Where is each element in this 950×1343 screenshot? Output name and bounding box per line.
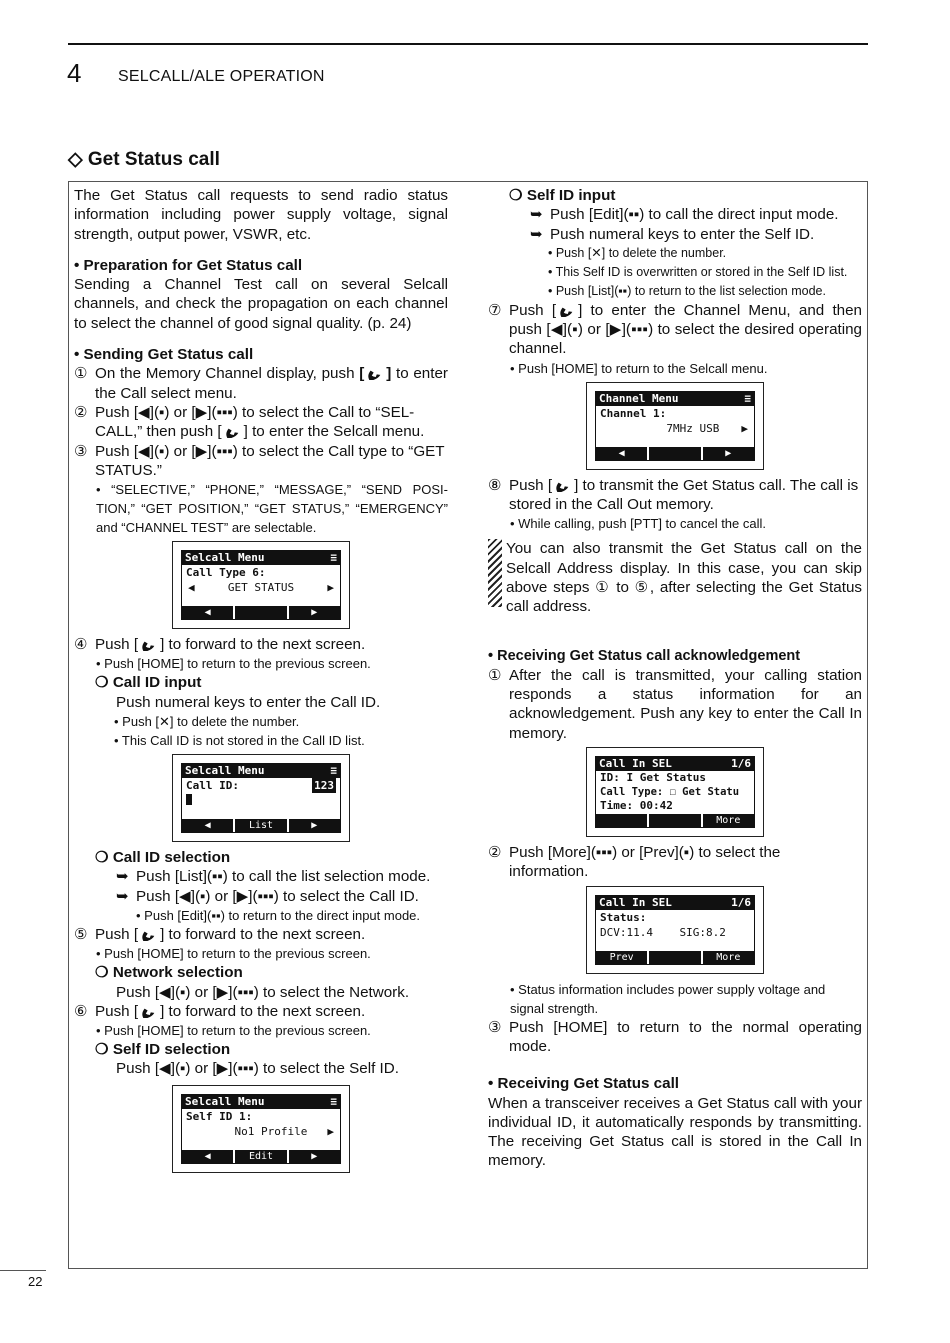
step-8: ⑧ Push [ ] to transmit the Get Status call. The call is stored in the Call Out memory. — [488, 476, 859, 514]
callid-selection-heading: ❍ Call ID selection — [95, 849, 231, 867]
lcd-value: 7MHz USB — [666, 421, 720, 435]
step-8-note: • While calling, push [PTT] to cancel the call. — [510, 516, 766, 532]
step-number: ⑦ — [488, 301, 502, 319]
step-6: ⑥ Push [ ] to forward to the next screen. — [74, 1002, 366, 1020]
step-1: ① On the Memory Channel display, push [ ] to enter the Call select menu. — [74, 365, 448, 402]
callsel-note: • Push [Edit](▪▪) to return to the direct input mode. — [136, 907, 421, 923]
step-7-note: • Push [HOME] to return to the Selcall menu. — [510, 360, 768, 376]
step-number: ⑥ — [74, 1002, 88, 1020]
step-2: ② Push [◀](▪) or [▶](▪▪▪) to select the Call to “SEL-CALL,” then push [ ] to enter the Selcall menu. — [74, 403, 425, 441]
arrow-icon: ➥ — [530, 225, 543, 243]
callid-note-1: • Push [✕] to delete the number. — [114, 714, 300, 730]
step-3: ③ Push [◀](▪) or [▶](▪▪▪) to select the Call type to “GET STATUS.” — [74, 442, 445, 479]
selfid-input-heading: ❍ Self ID input — [509, 187, 616, 204]
step-number: ① — [488, 666, 502, 684]
lcd-title: Call In SEL — [599, 757, 672, 771]
phone-icon — [138, 1004, 160, 1018]
selfin-item-1: ➥ Push [Edit](▪▪) to call the direct input mode. — [530, 206, 839, 224]
callsel-item-2: ➥ Push [◀](▪) or [▶](▪▪▪) to select the Call ID. — [116, 887, 419, 905]
callsel-item-1: ➥ Push [List](▪▪) to call the list selection mode. — [116, 868, 431, 886]
step-number: ③ — [74, 442, 88, 460]
step-number: ⑧ — [488, 476, 502, 494]
lcd-title: Selcall Menu — [185, 1094, 265, 1108]
phone-icon — [222, 424, 244, 438]
step-5-note: • Push [HOME] to return to the previous screen. — [96, 946, 371, 962]
phone-icon — [138, 637, 160, 651]
step-number: ③ — [488, 1018, 502, 1036]
lcd-value: GET STATUS — [227, 581, 295, 595]
arrow-icon: ➥ — [530, 206, 543, 224]
section-title: ◇ Get Status call — [68, 149, 220, 170]
header-rule — [68, 43, 868, 45]
lcd-call-in-sel-2: Call In SEL 1/6 Status: DCV:11.4 SIG:8.2 Prev More — [586, 886, 764, 974]
lcd-title: Selcall Menu — [185, 551, 265, 565]
recv-step-2: ② Push [More](▪▪▪) or [Prev](▪) to select the information. — [488, 844, 781, 881]
send-heading: • Sending Get Status call — [74, 346, 254, 364]
lcd-value: 123 — [314, 779, 334, 793]
lcd-line: Call Type 6: — [186, 566, 266, 580]
arrow-icon: ➥ — [116, 887, 129, 905]
step-4: ④ Push [ ] to forward to the next screen. — [74, 636, 366, 654]
step-number: ② — [74, 403, 88, 421]
note-hatch-icon — [488, 539, 502, 607]
page-number: 22 — [28, 1274, 43, 1289]
network-selection-heading: ❍ Network selection — [95, 964, 243, 982]
step-number: ⑤ — [74, 925, 88, 943]
lcd-selcall-self-id: Selcall Menu ≡ Self ID 1: No1 Profile ▶ ◀ Edit ▶ — [172, 1085, 350, 1173]
lcd-value: DCV:11.4 SIG:8.2 — [600, 925, 726, 939]
left-column — [74, 186, 448, 1179]
step-number: ① — [74, 365, 88, 383]
prep-text: Sending a Channel Test call on several Selcall channels, and check the propagation on each channel to select the channel of good signal quality. (p. 24) — [74, 276, 448, 332]
right-column — [488, 186, 862, 1171]
selfin-note-3: • Push [List](▪▪) to return to the list selection mode. — [548, 283, 826, 298]
step-number: ④ — [74, 636, 88, 654]
callid-note-2: • This Call ID is not stored in the Call ID list. — [114, 733, 365, 749]
prep-heading: • Preparation for Get Status call — [74, 256, 303, 274]
selfin-note-1: • Push [✕] to delete the number. — [548, 245, 727, 260]
note-text: You can also transmit the Get Status call on the Selcall Address display. In this case, you can skip above steps ① to ⑤, after selecting the Get Status call address. — [506, 540, 862, 616]
phone-icon — [552, 478, 574, 492]
arrow-icon: ➥ — [116, 868, 129, 886]
phone-icon — [364, 366, 386, 380]
phone-icon — [138, 927, 160, 941]
step-7: ⑦ Push [ ] to enter the Channel Menu, and then push [◀](▪) or [▶](▪▪▪) to select the desired operating channel. — [488, 301, 862, 358]
lcd-value: No1 Profile — [234, 1124, 308, 1138]
lcd-channel-menu: Channel Menu ≡ Channel 1: 7MHz USB ▶ ◀ ▶ — [586, 382, 764, 470]
step-5: ⑤ Push [ ] to forward to the next screen. — [74, 925, 366, 943]
recv-ack-heading: • Receiving Get Status call acknowledgement — [488, 647, 801, 664]
intro-text: The Get Status call requests to send radio status information including power supply voltage, signal strength, output power, VSWR, etc. — [74, 187, 448, 243]
lcd-title: Selcall Menu — [185, 764, 265, 778]
step-4-note: • Push [HOME] to return to the previous screen. — [96, 656, 371, 672]
page-number-rule — [0, 1270, 46, 1271]
callid-input-heading: ❍ Call ID input — [95, 674, 202, 692]
recv-step-1: ① After the call is transmitted, your calling station responds a status information for an acknowledgement. Push any key to enter the Call In memory. — [488, 666, 862, 742]
selfin-note-2: • This Self ID is overwritten or stored in the Self ID list. — [548, 264, 848, 279]
step-number: ② — [488, 844, 502, 862]
lcd-title: Call In SEL — [599, 895, 672, 909]
selfin-item-2: ➥ Push numeral keys to enter the Self ID. — [530, 225, 815, 243]
recv-text: When a transceiver receives a Get Status call with your individual ID, it automatically responds by transmitting. The receiving Get Status call is stored in the Call In memory. — [488, 1094, 862, 1170]
selfid-selection-text: Push [◀](▪) or [▶](▪▪▪) to select the Self ID. — [116, 1060, 399, 1078]
tip-note — [488, 539, 862, 616]
cursor-icon — [186, 794, 192, 805]
recv-step-3: ③ Push [HOME] to return to the normal operating mode. — [488, 1018, 862, 1055]
recv-step-2-note: • Status information includes power supply voltage and signal strength. — [510, 981, 826, 1016]
callid-input-text: Push numeral keys to enter the Call ID. — [116, 693, 381, 711]
network-selection-text: Push [◀](▪) or [▶](▪▪▪) to select the Network. — [116, 983, 410, 1001]
step-3-note: • “SELECTIVE,” “PHONE,” “MESSAGE,” “SEND POSI-TION,” “GET POSITION,” “GET STATUS,” “EMERGENCY” and “CHANNEL TEST” are selectable. — [96, 482, 448, 536]
recv-heading: • Receiving Get Status call — [488, 1075, 680, 1093]
chapter-title: SELCALL/ALE OPERATION — [118, 68, 325, 85]
lcd-call-in-sel-1: Call In SEL 1/6 ID: I Get Status Call Type: ☐ Get Statu Time: 00:42 More — [586, 747, 764, 837]
phone-icon — [556, 303, 578, 317]
chapter-number: 4 — [67, 58, 82, 88]
lcd-selcall-call-type: Selcall Menu ≡ Call Type 6: ◀ GET STATUS ▶ ◀ ▶ — [172, 541, 350, 629]
lcd-selcall-call-id: Selcall Menu ≡ Call ID: 123 ◀ List ▶ — [172, 754, 350, 842]
lcd-title: Channel Menu — [599, 391, 679, 405]
selfid-selection-heading: ❍ Self ID selection — [95, 1041, 231, 1059]
step-6-note: • Push [HOME] to return to the previous screen. — [96, 1023, 371, 1039]
